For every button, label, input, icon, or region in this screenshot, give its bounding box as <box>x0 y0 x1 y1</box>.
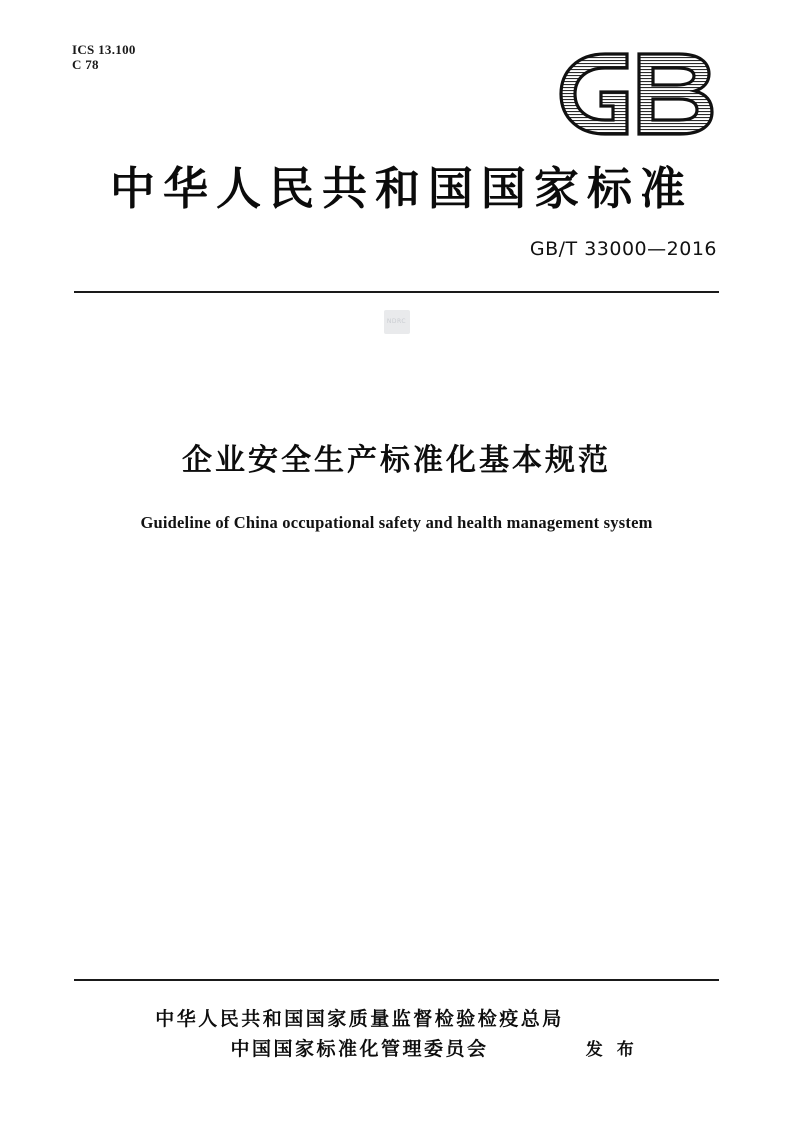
document-title-english: Guideline of China occupational safety and health management system <box>140 513 653 532</box>
footer-divider <box>74 979 719 981</box>
publish-label: 发 布 <box>585 1039 638 1060</box>
document-title-chinese: 企业安全生产标准化基本规范 <box>182 443 611 478</box>
gb-logo-icon <box>553 48 721 140</box>
issuer-line-1: 中华人民共和国国家质量监督检验检疫总局 <box>155 1008 564 1030</box>
issuer-line-2: 中国国家标准化管理委员会 <box>230 1038 489 1060</box>
ics-classification-block <box>72 42 136 72</box>
watermark-stamp: NDRC <box>384 310 410 334</box>
page-title: 中华人民共和国国家标准 <box>109 162 693 215</box>
ics-number: ICS 13.100 <box>72 42 136 57</box>
issuer-block <box>0 1004 793 1064</box>
classification-number: C 78 <box>72 57 99 72</box>
header-divider <box>74 291 719 293</box>
standard-number: GB/T 33000—2016 <box>529 238 717 260</box>
issuer-names <box>155 1004 564 1064</box>
